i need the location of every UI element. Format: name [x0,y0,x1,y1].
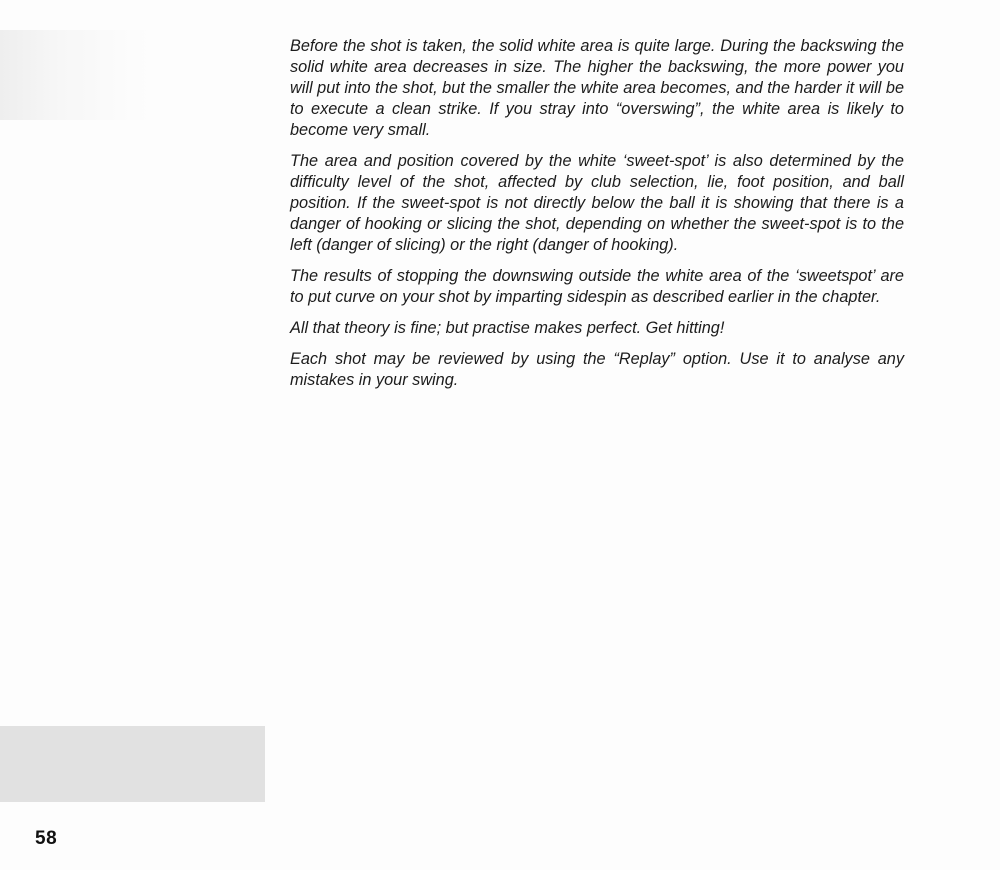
paragraph-replay: Each shot may be reviewed by using the “Replay” option. Use it to analyse any mistakes in your swing. [290,350,904,389]
paragraph-practise: All that theory is fine; but practise makes perfect. Get hitting! [290,319,725,337]
body-text [290,36,904,401]
margin-shading [0,30,150,120]
gray-panel [0,726,265,802]
page-number: 58 [35,828,58,849]
paragraph-downswing: The results of stopping the downswing outside the white area of the ‘sweetspot’ are to put curve on your shot by imparting sidespin as described earlier in the chapter. [290,267,904,306]
paragraph-sweet-spot: The area and position covered by the white ‘sweet-spot’ is also determined by the difficulty level of the shot, affected by club selection, lie, foot position, and ball position. If the sweet-spot is not directly below the ball it is showing that there is a danger of hooking or slicing the shot, depending on whether the sweet-spot is to the left (danger of slicing) or the right (danger of hooking). [290,152,904,254]
paragraph-backswing: Before the shot is taken, the solid white area is quite large. During the backswing the solid white area decreases in size. The higher the backswing, the more power you will put into the shot, but the smaller the white area becomes, and the harder it will be to execute a clean strike. If you stray into “overswing”, the white area is likely to become very small. [290,37,904,139]
